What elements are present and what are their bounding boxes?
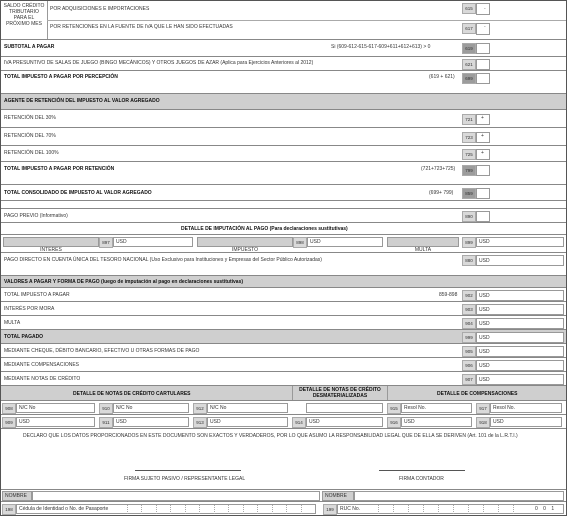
consolidado-formula: (699+ 799) [429, 190, 454, 196]
detalle-code: 910 [99, 403, 113, 414]
pago-previo-field[interactable] [476, 211, 490, 222]
consolidado-row [1, 184, 566, 201]
valores-header [1, 275, 566, 287]
valores-row [1, 357, 566, 371]
valores-row-code: 906 [462, 360, 476, 371]
imputacion-row [1, 234, 566, 253]
valores-row-field[interactable]: USD [476, 346, 564, 357]
subtotal-field[interactable] [476, 43, 490, 54]
detalle-field[interactable]: USD [401, 417, 472, 427]
detalle-field[interactable]: USD [113, 417, 189, 427]
valores-row-field[interactable]: USD [476, 304, 564, 315]
subtotal-code: 619 [462, 43, 476, 54]
minus-sign: - [484, 6, 486, 12]
valores-row-code: 903 [462, 304, 476, 315]
subtotal-row [1, 39, 566, 56]
credit-row-1-label: POR ADQUISICIONES E IMPORTACIONES [50, 6, 150, 12]
valores-row-field[interactable]: USD [476, 290, 564, 301]
nombre-contador-field[interactable] [354, 491, 564, 501]
agente-row-code: 725 [462, 149, 476, 160]
salas-row [1, 56, 566, 70]
agente-row-label: RETENCIÓN DEL 100% [4, 150, 59, 156]
total-percepcion-formula: (619 + 621) [429, 74, 455, 80]
detalle-field[interactable]: USD [207, 417, 288, 427]
agente-total-label: TOTAL IMPUESTO A PAGAR POR RETENCIÓN [4, 166, 115, 172]
nombre-label-box: NOMBRE [2, 491, 32, 501]
salas-code: 621 [462, 59, 476, 70]
valores-row-code: 902 [462, 290, 476, 301]
detalle-field[interactable] [306, 403, 383, 413]
valores-row-label: MEDIANTE COMPENSACIONES [4, 362, 80, 368]
valores-row-label: INTERÉS POR MORA [4, 306, 55, 312]
valores-row [1, 301, 566, 315]
imputacion-header [1, 222, 566, 234]
interes-label-box: INTERES [3, 237, 99, 247]
detalles-row [1, 414, 566, 428]
valores-row-code: 905 [462, 346, 476, 357]
detalle-field[interactable]: Resol No. [401, 403, 472, 413]
detalle-code: 914 [292, 417, 306, 428]
detalle-code: 912 [193, 403, 207, 414]
agente-row: RETENCIÓN DEL 100% 725 + [1, 145, 566, 161]
credit-label: SALDO CRÉDITO TRIBUTARIO PARA EL PRÓXIMO MES [3, 3, 45, 27]
imputacion-title: DETALLE DE IMPUTACIÓN AL PAGO (Para declaraciones sustitutivas) [181, 226, 348, 232]
credit-row-2-field[interactable] [476, 23, 490, 35]
ruc-suffix: 0 0 1 [535, 506, 557, 512]
minus-sign: - [484, 24, 486, 30]
valores-row-field[interactable]: USD [476, 332, 564, 343]
credit-row-2-code: 617 [462, 23, 476, 34]
valores-row-label: TOTAL PAGADO [4, 334, 44, 340]
compensaciones-title: DETALLE DE COMPENSACIONES [437, 391, 518, 397]
consolidado-code: 859 [462, 188, 476, 199]
notas-desmat-title: DETALLE DE NOTAS DE CRÉDITO DESMATERIALIZADAS [299, 387, 381, 399]
valores-row [1, 315, 566, 329]
agente-row-label: RETENCIÓN DEL 30% [4, 115, 56, 121]
salas-label: IVA PRESUNTIVO DE SALAS DE JUEGO (BINGO MECÁNICOS) Y OTROS JUEGOS DE AZAR (Aplica para Ejercicios Anteriores al 2012) [4, 60, 314, 66]
multa-label-box: MULTA [387, 237, 459, 247]
pago-directo-row [1, 252, 566, 266]
multa-field[interactable]: USD [476, 237, 564, 247]
valores-row [1, 287, 566, 301]
detalle-field[interactable]: USD [16, 417, 95, 427]
valores-row-field[interactable]: USD [476, 374, 564, 385]
valores-row-code: 907 [462, 374, 476, 385]
valores-row-code: 999 [462, 332, 476, 343]
total-percepcion-code: 699 [462, 73, 476, 84]
pago-previo-code: 890 [462, 211, 476, 222]
valores-row-label: MEDIANTE NOTAS DE CRÉDITO [4, 376, 81, 382]
nombre-row [1, 489, 566, 501]
valores-title: VALORES A PAGAR Y FORMA DE PAGO (luego de imputación al pago en declaraciones sustitutivas) [4, 279, 244, 285]
agente-total-field[interactable] [476, 165, 490, 176]
detalle-field[interactable]: USD [490, 417, 562, 427]
agente-row: RETENCIÓN DEL 30% 721 + [1, 109, 566, 127]
credit-section [1, 1, 566, 39]
id-row [1, 501, 566, 515]
valores-row-label: TOTAL IMPUESTO A PAGAR [4, 292, 70, 298]
valores-row-formula: 859-898 [439, 292, 458, 298]
ruc-field[interactable]: RUC No. 0 0 1 [337, 504, 564, 514]
valores-row-code: 904 [462, 318, 476, 329]
detalle-field[interactable]: N/C No [113, 403, 189, 413]
valores-row [1, 329, 566, 343]
pago-directo-field[interactable]: USD [476, 255, 564, 266]
agente-header [1, 93, 566, 109]
consolidado-label: TOTAL CONSOLIDADO DE IMPUESTO AL VALOR AGREGADO [4, 190, 152, 196]
pago-directo-code: 880 [462, 255, 476, 266]
agente-total-code: 799 [462, 165, 476, 176]
notas-cartulares-title: DETALLE DE NOTAS DE CRÉDITO CARTULARES [73, 391, 191, 397]
nombre-contador-label-box: NOMBRE [322, 491, 354, 501]
agente-title: AGENTE DE RETENCIÓN DEL IMPUESTO AL VALOR AGREGADO [4, 98, 160, 104]
multa-code: 899 [462, 237, 476, 248]
firma-contador-label: FIRMA CONTADOR [399, 476, 444, 482]
valores-row [1, 371, 566, 385]
pago-previo-label: PAGO PREVIO (Informativo) [4, 213, 68, 219]
impuesto-label-box: IMPUESTO [197, 237, 293, 247]
pago-directo-label: PAGO DIRECTO EN CUENTA ÚNICA DEL TESORO NACIONAL (Uso Exclusivo para Instituciones y Empresas del Sector Público Autorizadas) [4, 257, 322, 263]
declaracion-row [1, 428, 566, 452]
impuesto-code: 898 [293, 237, 307, 248]
valores-row-field[interactable]: USD [476, 360, 564, 371]
interes-code: 897 [99, 237, 113, 248]
salas-field[interactable] [476, 59, 490, 70]
total-percepcion-field[interactable] [476, 73, 490, 84]
agente-total-formula: (721+723+725) [421, 166, 456, 172]
consolidado-field[interactable] [476, 188, 490, 199]
detalle-code: 909 [2, 417, 16, 428]
total-percepcion-label: TOTAL IMPUESTO A PAGAR POR PERCEPCIÓN [4, 74, 118, 80]
impuesto-field[interactable]: USD [307, 237, 383, 247]
detalle-code: 918 [476, 417, 490, 428]
agente-row-label: RETENCIÓN DEL 70% [4, 133, 56, 139]
detalle-code: 913 [193, 417, 207, 428]
detalle-code: 915 [387, 403, 401, 414]
cedula-field[interactable]: Cédula de Identidad o No. de Pasaporte [16, 504, 316, 514]
code-198: 198 [2, 504, 16, 515]
valores-row-label: MULTA [4, 320, 21, 326]
subtotal-label: SUBTOTAL A PAGAR [4, 44, 55, 50]
valores-row-label: MEDIANTE CHEQUE, DÉBITO BANCARIO, EFECTIVO U OTRAS FORMAS DE PAGO [4, 348, 200, 354]
interes-field[interactable]: USD [113, 237, 193, 247]
subtotal-formula: Si (609-612-615-617-609+611+612+613) > 0 [331, 44, 431, 50]
credit-row-1-code: 615 [462, 3, 476, 14]
detalle-field[interactable]: N/C No [207, 403, 288, 413]
detalle-code: 908 [2, 403, 16, 414]
code-199: 199 [323, 504, 337, 515]
total-percepcion-row [1, 70, 566, 84]
detalle-field[interactable]: N/C No [16, 403, 95, 413]
pago-previo-row [1, 208, 566, 222]
detalle-code: 917 [476, 403, 490, 414]
nombre-field[interactable] [32, 491, 320, 501]
credit-row-1-field[interactable] [476, 3, 490, 15]
detalles-header [1, 385, 566, 400]
agente-total-row [1, 161, 566, 177]
declaracion-text: DECLARO QUE LOS DATOS PROPORCIONADOS EN ESTE DOCUMENTO SON EXACTOS Y VERDADEROS, POR LO QUE ASUMO LA RESPONSABILIDAD LEGAL QUE DE ELLA SE DERIVEN (Art. 101 de la L.R.T.I.) [23, 433, 518, 439]
credit-row-2-label: POR RETENCIONES EN LA FUENTE DE IVA QUE LE HAN SIDO EFECTUADAS [50, 24, 233, 30]
valores-row [1, 343, 566, 357]
firma-sujeto-label: FIRMA SUJETO PASIVO / REPRESENTANTE LEGAL [124, 476, 246, 482]
agente-row-code: 723 [462, 132, 476, 143]
detalle-field[interactable]: USD [306, 417, 383, 427]
detalle-code: 911 [99, 417, 113, 428]
detalle-field[interactable]: Resol No. [490, 403, 562, 413]
agente-row-code: 721 [462, 114, 476, 125]
agente-row: RETENCIÓN DEL 70% 723 + [1, 127, 566, 145]
detalles-row [1, 400, 566, 414]
detalle-code: 916 [387, 417, 401, 428]
valores-row-field[interactable]: USD [476, 318, 564, 329]
